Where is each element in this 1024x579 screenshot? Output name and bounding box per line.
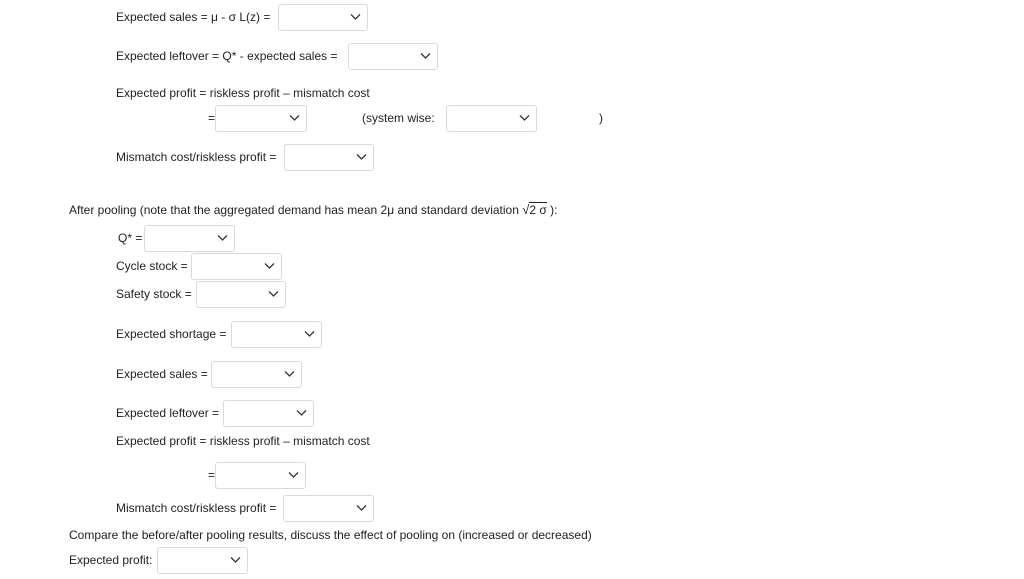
after-pooling-header [69, 203, 557, 217]
cycle-stock-label: Cycle stock = [116, 259, 188, 273]
mismatch-ratio-dropdown[interactable] [284, 144, 374, 171]
expected-shortage-dropdown[interactable] [231, 321, 322, 348]
expected-leftover-label: Expected leftover = Q* - expected sales = [116, 49, 338, 63]
cycle-stock-dropdown[interactable] [191, 253, 282, 280]
chevron-down-icon [356, 504, 367, 512]
after-equals-sign: = [208, 468, 216, 482]
after-expected-sales-label: Expected sales = [116, 367, 208, 381]
safety-stock-label: Safety stock = [116, 287, 192, 301]
after-mismatch-ratio-dropdown[interactable] [283, 495, 374, 522]
chevron-down-icon [350, 13, 361, 21]
expected-profit-label: Expected profit = riskless profit – mismatch cost [116, 86, 370, 100]
chevron-down-icon [230, 556, 241, 564]
q-star-label: Q* = [118, 231, 143, 245]
sqrt-symbol: √ [522, 202, 530, 217]
chevron-down-icon [289, 114, 300, 122]
chevron-down-icon [264, 262, 275, 270]
chevron-down-icon [217, 234, 228, 242]
compare-expected-profit-label: Expected profit: [69, 553, 153, 567]
after-expected-leftover-label: Expected leftover = [116, 406, 220, 420]
compare-question: Compare the before/after pooling results, discuss the effect of pooling on (increased or decreased) [69, 528, 592, 542]
q-star-dropdown[interactable] [144, 225, 235, 252]
after-expected-sales-dropdown[interactable] [211, 361, 302, 388]
chevron-down-icon [304, 330, 315, 338]
after-expected-profit-label: Expected profit = riskless profit – mismatch cost [116, 434, 370, 448]
after-expected-profit-dropdown[interactable] [215, 462, 306, 489]
system-wise-label: (system wise: [362, 111, 435, 125]
system-wise-profit-dropdown[interactable] [446, 105, 537, 132]
expected-leftover-dropdown[interactable] [348, 43, 438, 70]
after-pooling-header-prefix: After pooling (note that the aggregated demand has mean 2μ and standard deviation [69, 203, 523, 217]
expected-sales-label: Expected sales = μ - σ L(z) = [116, 10, 271, 24]
equals-sign: = [208, 111, 216, 125]
expected-profit-dropdown[interactable] [215, 105, 307, 132]
chevron-down-icon [288, 471, 299, 479]
expected-shortage-label: Expected shortage = [116, 327, 227, 341]
mismatch-ratio-label: Mismatch cost/riskless profit = [116, 150, 277, 164]
expected-sales-dropdown[interactable] [278, 4, 368, 31]
chevron-down-icon [519, 114, 530, 122]
chevron-down-icon [296, 409, 307, 417]
safety-stock-dropdown[interactable] [196, 281, 286, 308]
after-pooling-header-suffix: ): [546, 203, 558, 217]
close-paren: ) [599, 111, 603, 125]
chevron-down-icon [420, 52, 431, 60]
after-expected-leftover-dropdown[interactable] [223, 400, 314, 427]
chevron-down-icon [284, 370, 295, 378]
chevron-down-icon [356, 153, 367, 161]
chevron-down-icon [268, 290, 279, 298]
sqrt-value: 2 σ [529, 203, 547, 217]
compare-expected-profit-dropdown[interactable] [157, 547, 248, 574]
after-mismatch-ratio-label: Mismatch cost/riskless profit = [116, 501, 277, 515]
